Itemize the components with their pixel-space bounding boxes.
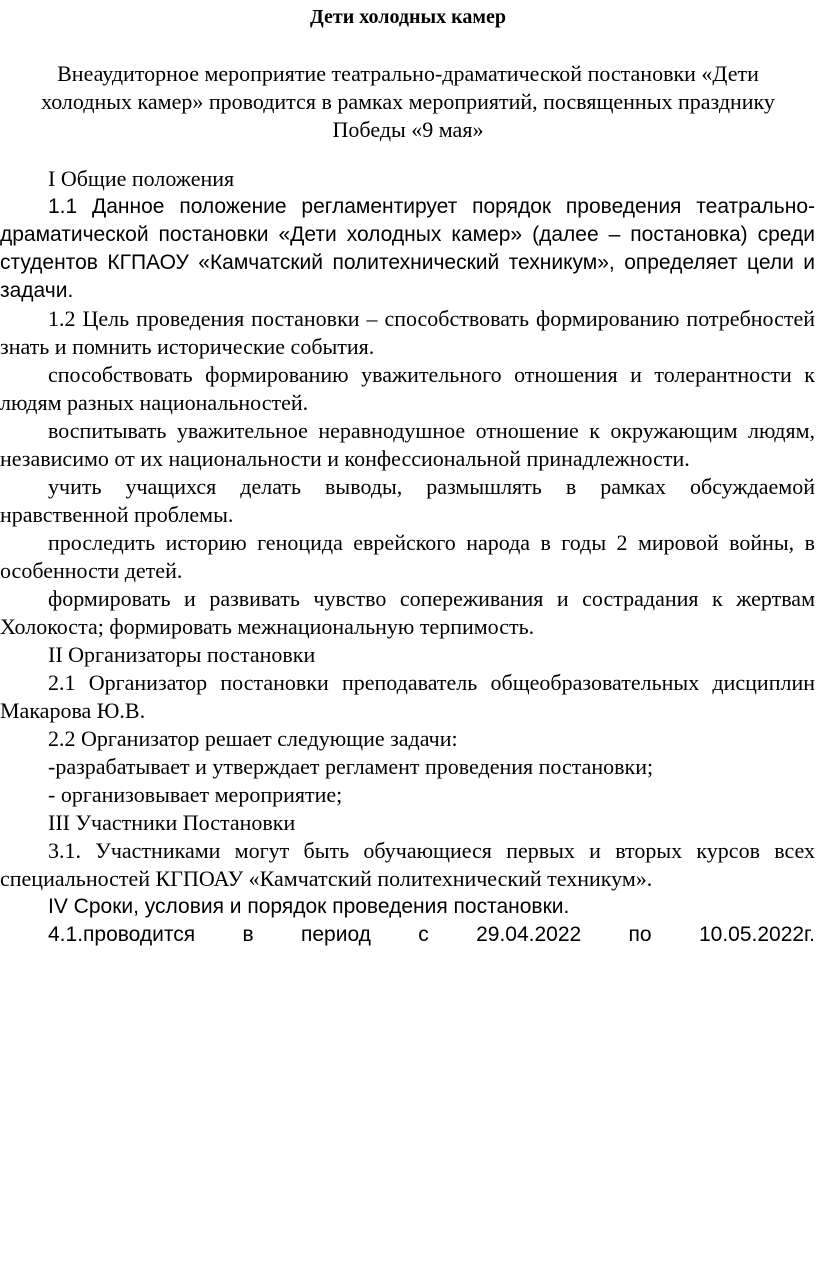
paragraph-2-2: 2.2 Организатор решает следующие задачи: xyxy=(48,726,458,751)
goal-conclusions: учить учащихся делать выводы, размышлять в рамках обсуждаемой нравственной проблемы. xyxy=(0,474,815,527)
goal-history: проследить историю геноцида еврейского народа в годы 2 мировой войны, в особенности детей. xyxy=(0,530,815,583)
goal-empathy: формировать и развивать чувство сопереживания и сострадания к жертвам Холокоста; формировать межнациональную терпимость. xyxy=(0,586,815,639)
document-body xyxy=(0,165,815,949)
paragraph-2-1: 2.1 Организатор постановки преподаватель общеобразовательных дисциплин Макарова Ю.В. xyxy=(0,670,815,723)
goal-respect: воспитывать уважительное неравнодушное отношение к окружающим людям, независимо от их национальности и конфессиональной принадлежности. xyxy=(0,418,815,471)
document-title: Дети холодных камер xyxy=(310,6,506,28)
section-heading-general: I Общие положения xyxy=(48,166,235,191)
paragraph-1-1: 1.1 Данное положение регламентирует порядок проведения театрально-драматической постановки «Дети холодных камер» (далее – постановка) среди студентов КГПАОУ «Камчатский политехнический техникум», определяет цели и задачи. xyxy=(0,195,815,302)
section-heading-participants: III Участники Постановки xyxy=(48,810,296,835)
section-heading-terms: IV Сроки, условия и порядок проведения постановки. xyxy=(48,895,570,918)
paragraph-1-2: 1.2 Цель проведения постановки – способствовать формированию потребностей знать и помнить исторические события. xyxy=(0,306,815,359)
intro-paragraph: Внеаудиторное мероприятие театрально-драматической постановки «Дети холодных камер» проводится в рамках мероприятий, посвященных празднику Победы «9 мая» xyxy=(41,61,775,142)
task-organize: - организовывает мероприятие; xyxy=(48,782,343,807)
goal-tolerance: способствовать формированию уважительного отношения и толерантности к людям разных национальностей. xyxy=(0,362,815,415)
task-regulation: -разрабатывает и утверждает регламент проведения постановки; xyxy=(48,754,654,779)
paragraph-3-1: 3.1. Участниками могут быть обучающиеся первых и вторых курсов всех специальностей КГПОАУ «Камчатский политехнический техникум». xyxy=(0,838,815,891)
paragraph-4-1: 4.1.проводится в период с 29.04.2022 по 10.05.2022г. xyxy=(48,923,815,946)
section-heading-organizers: II Организаторы постановки xyxy=(48,642,316,667)
